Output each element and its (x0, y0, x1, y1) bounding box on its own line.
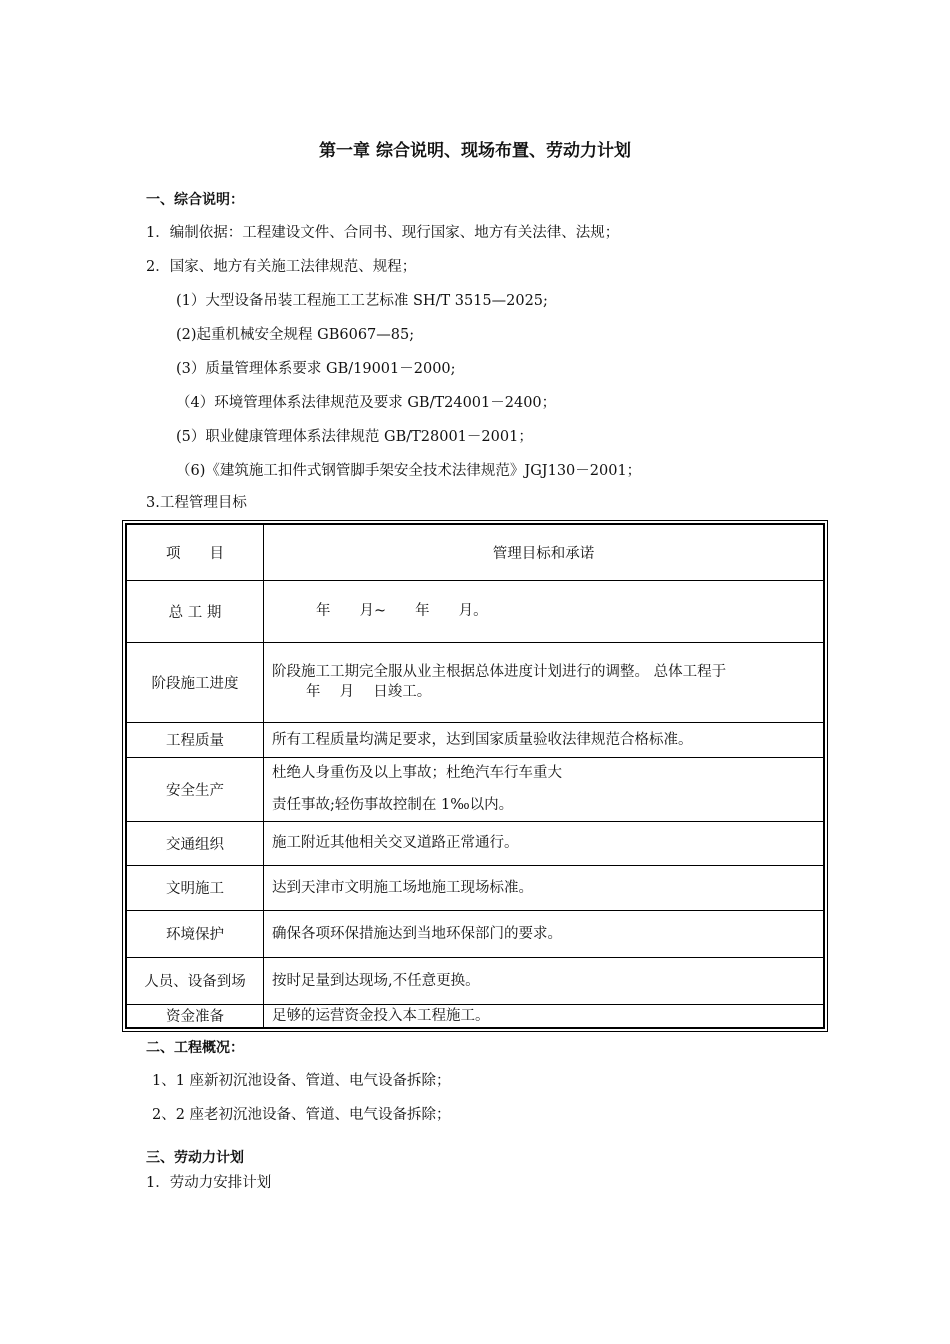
section2-heading: 二、工程概况： (146, 1040, 244, 1056)
overview-item-1: 1、1 座新初沉池设备、管道、电气设备拆除； (152, 1073, 451, 1089)
table-row (126, 757, 824, 821)
table-row (126, 580, 824, 642)
standard-6: （6)《建筑施工扣件式钢管脚手架安全技术法律规范》JGJ130－2001； (176, 463, 642, 479)
section3-heading: 三、劳动力计划 (146, 1150, 244, 1166)
basis-item-2: 2．国家、地方有关施工法律规范、规程； (146, 259, 417, 275)
row-value-line: 确保各项环保措施达到当地环保部门的要求。 (272, 925, 562, 942)
row-value-line: 按时足量到达现场,不任意更换。 (272, 972, 480, 989)
header-item: 项 目 (126, 524, 264, 580)
standard-5: (5）职业健康管理体系法律规范 GB/T28001－2001； (176, 429, 533, 445)
standard-1: (1）大型设备吊装工程施工工艺标准 SH/T 3515—2025; (176, 293, 548, 309)
row-label: 总 工 期 (126, 580, 264, 642)
row-value (264, 722, 825, 757)
row-value-line: 年 月 日竣工。 (306, 684, 432, 700)
row-value (264, 757, 825, 821)
basis-item-1: 1．编制依据：工程建设文件、合同书、现行国家、地方有关法律、法规； (146, 225, 620, 241)
table-row (126, 821, 824, 865)
table-row (126, 957, 824, 1004)
header-goals: 管理目标和承诺 (264, 524, 825, 580)
section1-heading: 一、综合说明： (146, 192, 244, 208)
management-goals-heading: 3.工程管理目标 (146, 495, 247, 511)
standard-2: (2)起重机械安全规程 GB6067—85; (176, 327, 415, 343)
row-value (264, 580, 825, 642)
overview-item-2: 2、2 座老初沉池设备、管道、电气设备拆除； (152, 1107, 451, 1123)
table-row (126, 1004, 824, 1028)
row-label: 环境保护 (126, 910, 264, 957)
standard-3: (3）质量管理体系要求 GB/19001－2000; (176, 361, 456, 377)
table-row (126, 910, 824, 957)
row-value-line: 年 月~ 年 月。 (316, 603, 488, 619)
row-label: 人员、设备到场 (126, 957, 264, 1004)
table-row (126, 642, 824, 722)
row-value-line: 责任事故;轻伤事故控制在 1‰以内。 (272, 797, 514, 813)
row-value-line: 杜绝人身重伤及以上事故；杜绝汽车行车重大 (272, 765, 562, 781)
row-value-line: 施工附近其他相关交叉道路正常通行。 (272, 835, 519, 851)
row-value-line: 足够的运营资金投入本工程施工。 (272, 1007, 490, 1024)
row-value (264, 865, 825, 910)
row-label: 文明施工 (126, 865, 264, 910)
row-label: 资金准备 (126, 1004, 264, 1028)
table-row (126, 865, 824, 910)
row-value (264, 910, 825, 957)
row-label: 阶段施工进度 (126, 642, 264, 722)
management-goals-table (122, 520, 828, 1032)
row-label: 安全生产 (126, 757, 264, 821)
row-label: 工程质量 (126, 722, 264, 757)
row-value-line: 达到天津市文明施工场地施工现场标准。 (272, 879, 533, 896)
labor-plan-item-1: 1．劳动力安排计划 (146, 1175, 272, 1191)
row-value (264, 642, 825, 722)
row-value (264, 821, 825, 865)
row-value-line: 所有工程质量均满足要求，达到国家质量验收法律规范合格标准。 (272, 731, 693, 748)
row-value (264, 1004, 825, 1028)
row-label: 交通组织 (126, 821, 264, 865)
page-title: 第一章 综合说明、现场布置、劳动力计划 (319, 141, 631, 161)
row-value-line: 阶段施工工期完全服从业主根据总体进度计划进行的调整。 总体工程于 (272, 664, 727, 680)
table-header-row (126, 524, 824, 580)
standard-4: （4）环境管理体系法律规范及要求 GB/T24001－2400； (176, 395, 557, 411)
row-value (264, 957, 825, 1004)
table-row (126, 722, 824, 757)
